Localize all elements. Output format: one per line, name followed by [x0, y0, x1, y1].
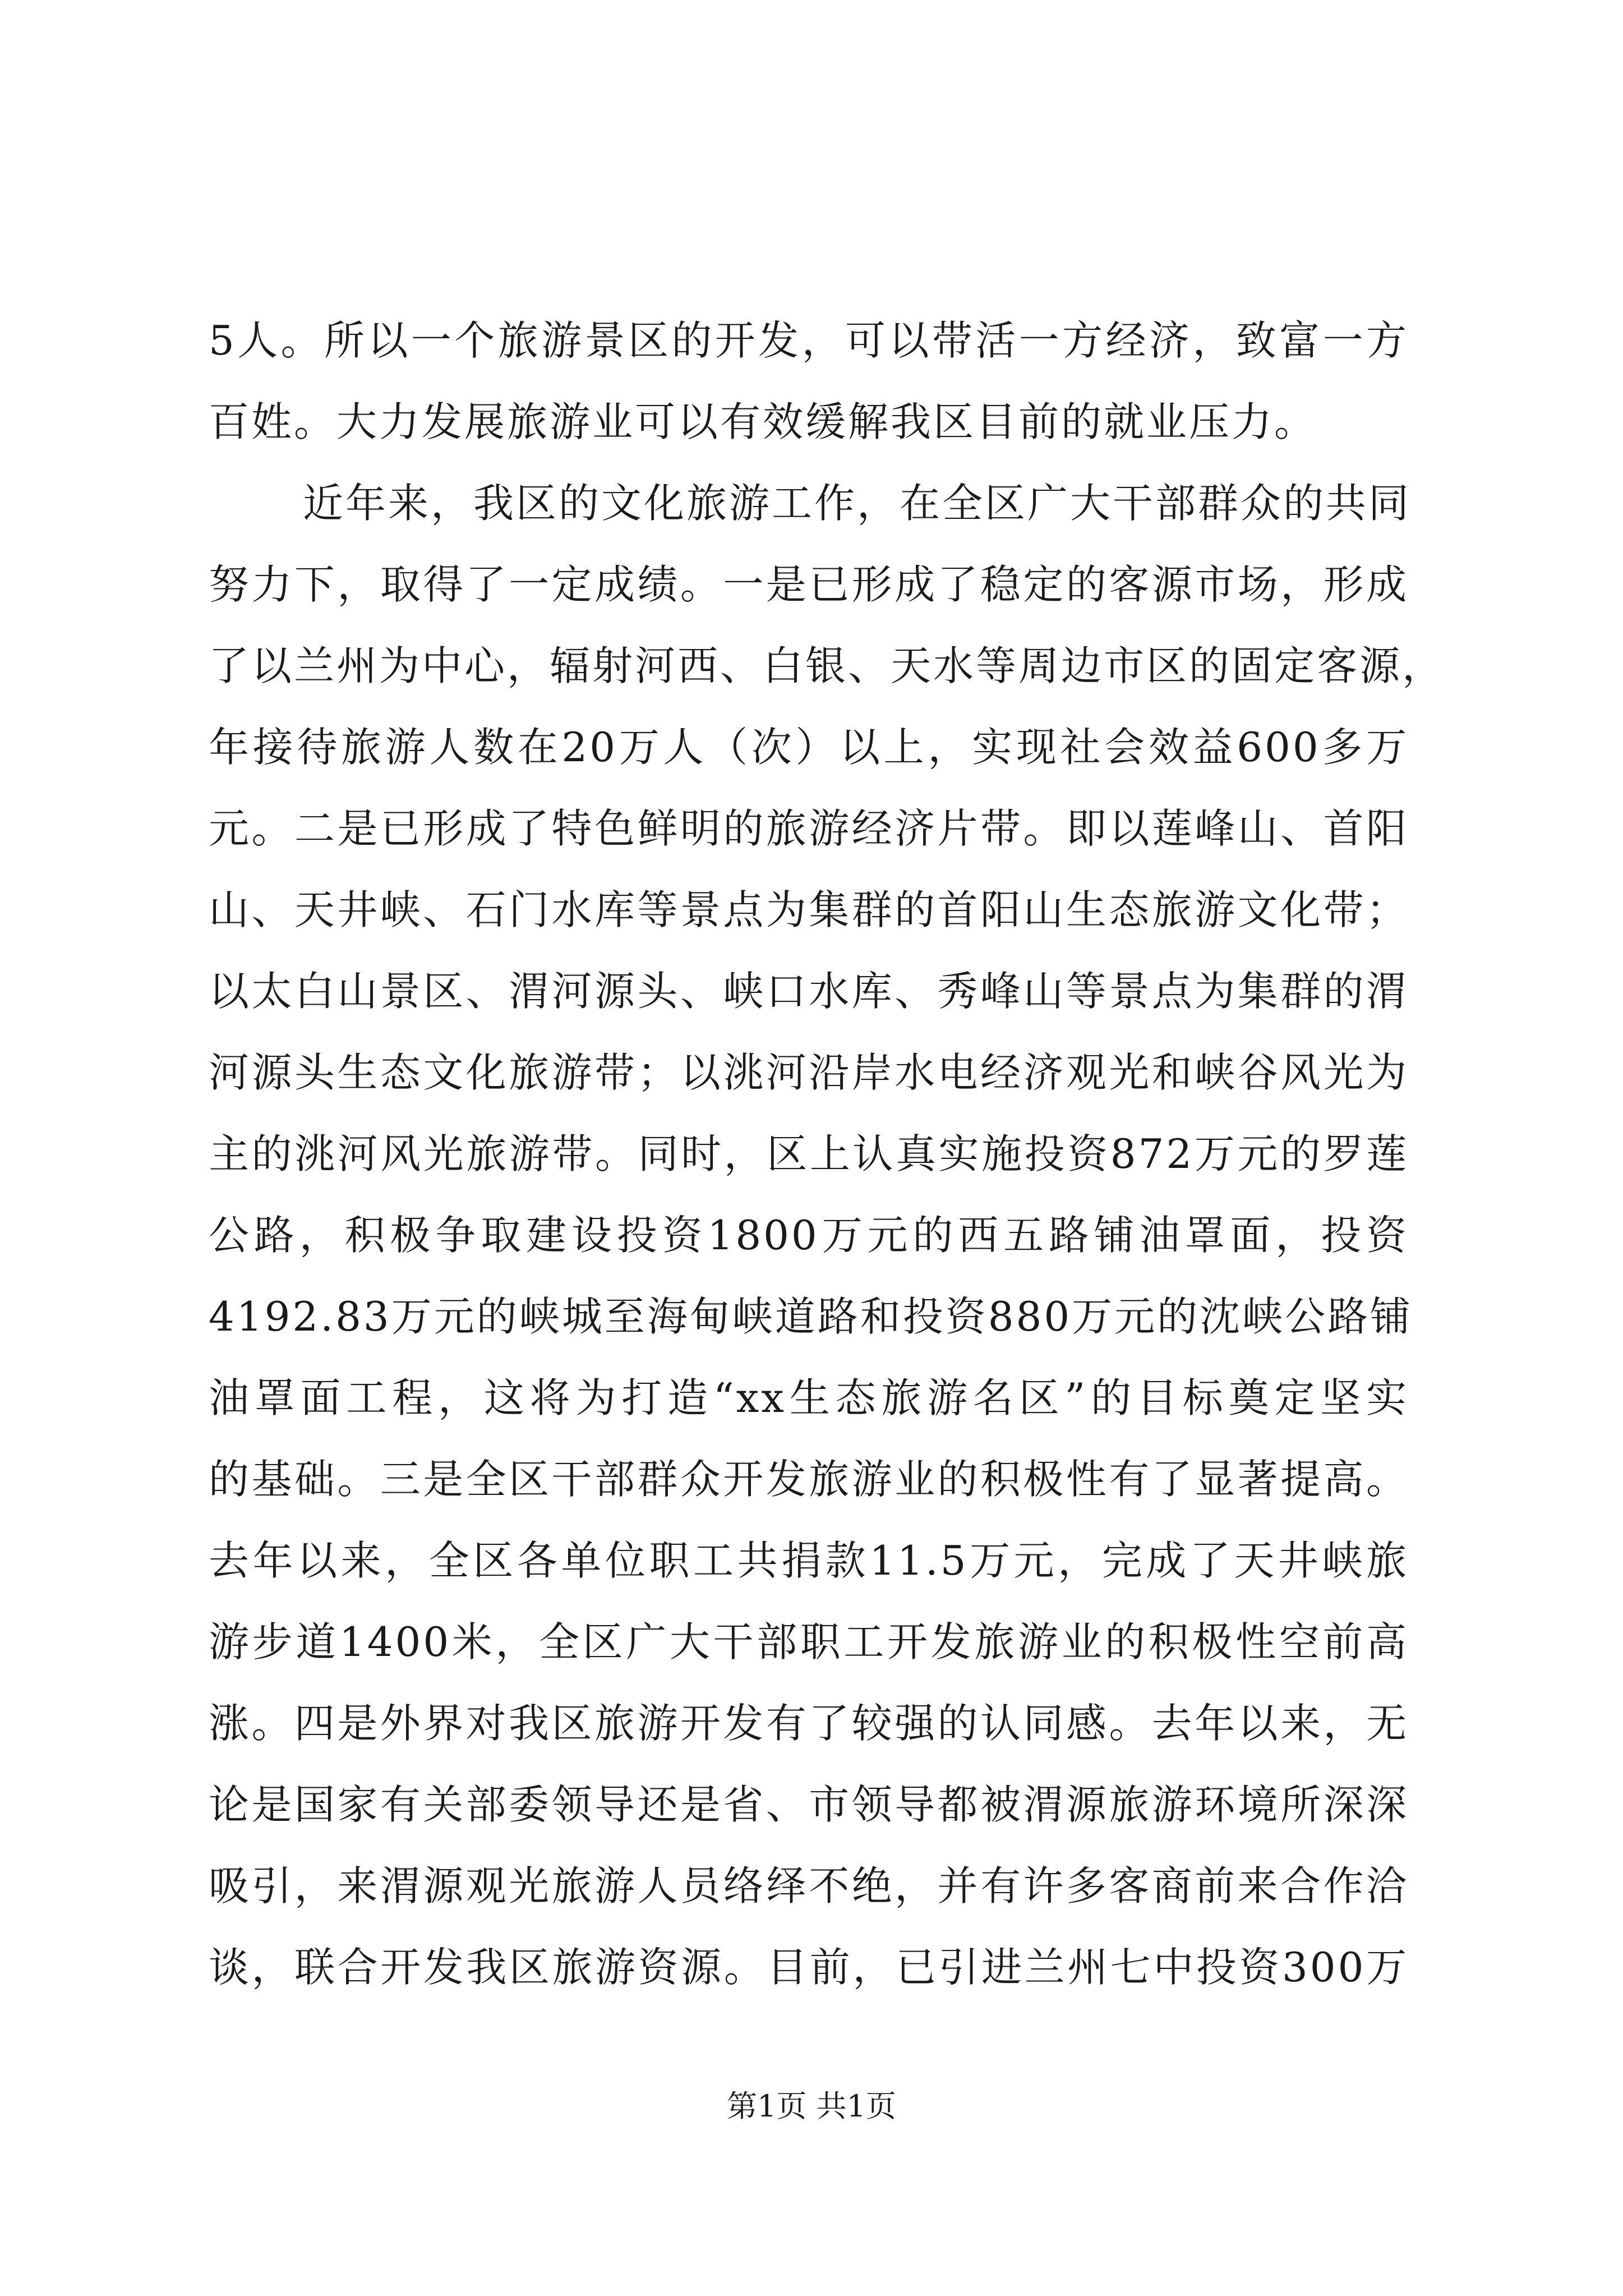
text-line: 努力下，取得了一定成绩。一是已形成了稳定的客源市场，形成 — [209, 561, 1409, 608]
text-line: 论是国家有关部委领导还是省、市领导都被渭源旅游环境所深深 — [209, 1781, 1409, 1828]
text-line: 的基础。三是全区干部群众开发旅游业的积极性有了显著提高。 — [209, 1456, 1409, 1503]
paragraph-first-line: 近年来，我区的文化旅游工作，在全区广大干部群众的共同 — [303, 480, 1412, 527]
text-line: 5人。所以一个旅游景区的开发，可以带活一方经济，致富一方 — [209, 317, 1409, 364]
text-line: 吸引，来渭源观光旅游人员络绎不绝，并有许多客商前来合作洽 — [209, 1862, 1409, 1910]
text-line: 涨。四是外界对我区旅游开发有了较强的认同感。去年以来，无 — [209, 1700, 1409, 1747]
text-line: 百姓。大力发展旅游业可以有效缓解我区目前的就业压力。 — [209, 398, 1317, 445]
text-line: 谈，联合开发我区旅游资源。目前，已引进兰州七中投资300万 — [209, 1944, 1409, 1991]
text-line: 年接待旅游人数在20万人（次）以上，实现社会效益600多万 — [209, 724, 1409, 771]
text-line: 4192.83万元的峡城至海甸峡道路和投资880万元的沈峡公路铺 — [209, 1293, 1413, 1340]
page-footer — [0, 2087, 1623, 2126]
text-line: 了以兰州为中心，辐射河西、白银、天水等周边市区的固定客源， — [209, 642, 1445, 689]
text-line: 以太白山景区、渭河源头、峡口水库、秀峰山等景点为集群的渭 — [209, 968, 1409, 1015]
text-line: 游步道1400米，全区广大干部职工开发旅游业的积极性空前高 — [209, 1618, 1409, 1665]
text-line: 河源头生态文化旅游带；以洮河沿岸水电经济观光和峡谷风光为 — [209, 1049, 1409, 1096]
text-line: 主的洮河风光旅游带。同时，区上认真实施投资872万元的罗莲 — [209, 1130, 1409, 1177]
text-line: 山、天井峡、石门水库等景点为集群的首阳山生态旅游文化带； — [209, 886, 1409, 933]
document-body — [209, 300, 1445, 2008]
text-line: 去年以来，全区各单位职工共捐款11.5万元，完成了天井峡旅 — [209, 1537, 1409, 1584]
text-line: 油罩面工程，这将为打造“xx生态旅游名区”的目标奠定坚实 — [209, 1374, 1409, 1421]
page-number-label: 第1页 共1页 — [727, 2088, 896, 2124]
text-line: 元。二是已形成了特色鲜明的旅游经济片带。即以莲峰山、首阳 — [209, 805, 1409, 852]
text-line: 公路，积极争取建设投资1800万元的西五路铺油罩面，投资 — [209, 1212, 1409, 1259]
